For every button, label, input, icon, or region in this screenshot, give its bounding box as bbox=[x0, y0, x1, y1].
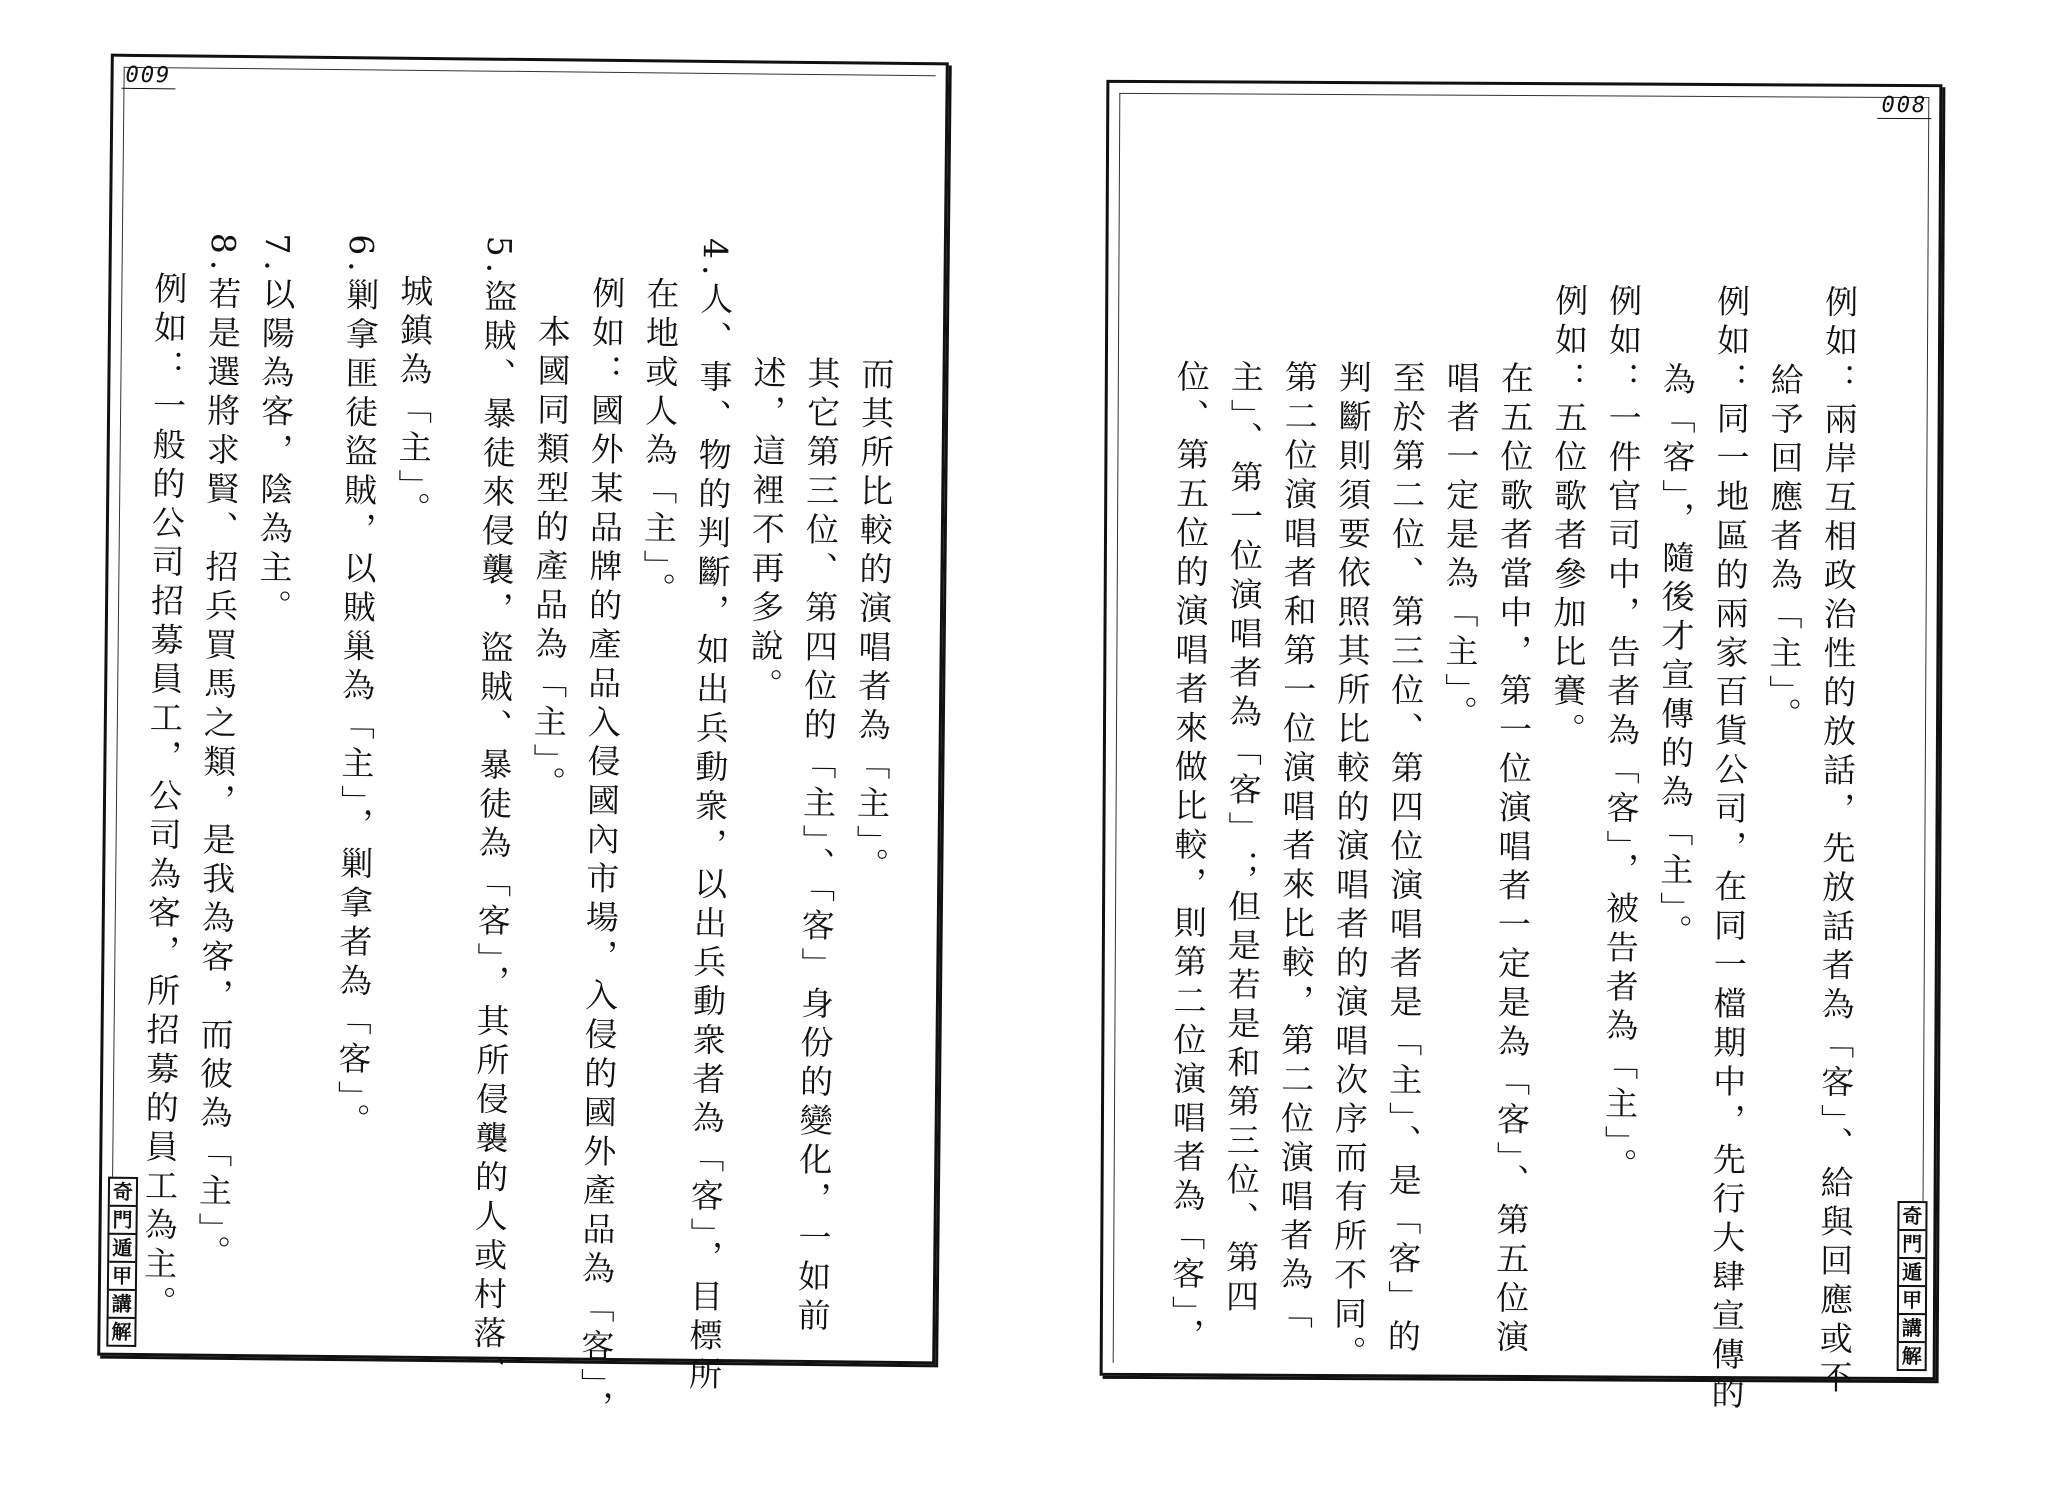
book-title-char: 奇 bbox=[110, 1179, 136, 1207]
text-line: 例如：兩岸互相政治性的放話，先放話者為「客」、給與回應或不 bbox=[1814, 284, 1860, 1400]
text-line: 例如：一般的公司招募員工，公司為客，所招募的員工為主。 bbox=[138, 232, 189, 1325]
text-line: 主」、第一位演唱者為「客」；但是若是和第三位、第四 bbox=[1220, 281, 1266, 1319]
text-line: 5.盜賊、暴徒來侵襲，盜賊、暴徒為「客」，其所侵襲的人或村落、 bbox=[467, 235, 519, 1394]
book-title-label bbox=[1897, 1201, 1928, 1371]
text-line: 而其所比較的演唱者為「主」。 bbox=[851, 239, 897, 887]
text-line: 在地或人為「主」。 bbox=[638, 237, 681, 612]
text-line: 城鎮為「主」。 bbox=[392, 234, 435, 531]
text-line: 7.以陽為客，陰為主。 bbox=[253, 233, 297, 629]
right-page-body bbox=[1159, 281, 1867, 1416]
text-line: 判斷則須要依照其所比較的演唱者的演唱次序而有所不同。 bbox=[1328, 282, 1374, 1375]
book-title-char: 遁 bbox=[109, 1235, 135, 1263]
text-line: 位、第五位的演唱者來做比較，則第二位演唱者為「客」， bbox=[1166, 281, 1212, 1357]
text-line: 第二位演唱者和第一位演唱者來比較，第二位演唱者為「 bbox=[1274, 281, 1320, 1335]
text-line: 給予回應者為「主」。 bbox=[1763, 284, 1806, 736]
book-title-char: 講 bbox=[1899, 1315, 1925, 1343]
text-line: 例如：同一地區的兩家百貨公司，在同一檔期中，先行大肆宣傳的 bbox=[1706, 283, 1752, 1416]
book-title-char: 門 bbox=[1899, 1231, 1925, 1259]
text-line: 8.若是選將求賢、招兵買馬之類，是我為客，而彼為「主」。 bbox=[193, 232, 243, 1274]
right-page-number: 008 bbox=[1877, 93, 1931, 119]
left-page bbox=[97, 54, 949, 1430]
book-title-char: 奇 bbox=[1899, 1203, 1925, 1231]
text-line: 其它第三位、第四位的「主」、「客」身份的變化，一如前 bbox=[792, 238, 843, 1338]
book-title-char: 甲 bbox=[109, 1263, 135, 1291]
text-line: 為「客」，隨後才宣傳的為「主」。 bbox=[1654, 283, 1698, 953]
text-line: 至於第二位、第三位、第四位演唱者是「主」、是「客」的 bbox=[1382, 282, 1428, 1358]
book-title-char: 解 bbox=[111, 1319, 132, 1344]
text-line: 在五位歌者當中，第一位演唱者一定是為「客」、第五位演 bbox=[1490, 282, 1536, 1359]
book-title-label bbox=[106, 1177, 138, 1347]
book-title-char: 門 bbox=[109, 1207, 135, 1235]
text-line: 唱者一定是為「主」。 bbox=[1439, 282, 1482, 735]
book-title-char: 解 bbox=[1901, 1344, 1922, 1369]
book-title-char: 甲 bbox=[1899, 1287, 1925, 1315]
left-page-body bbox=[131, 232, 904, 1430]
left-page-number: 009 bbox=[121, 63, 175, 90]
text-line: 例如：五位歌者參加比賽。 bbox=[1547, 283, 1590, 752]
book-title-char: 遁 bbox=[1899, 1259, 1925, 1287]
text-line: 6.剿拿匪徒盜賊，以賊巢為「主」，剿拿者為「客」。 bbox=[332, 234, 381, 1142]
text-line: 4.人、事、物的判斷，如出兵動衆，以出兵動衆者為「客」，目標所 bbox=[683, 237, 735, 1397]
book-title-char: 講 bbox=[109, 1291, 135, 1319]
text-line: 述，這裡不再多說。 bbox=[745, 238, 789, 707]
right-page bbox=[1100, 80, 1943, 1416]
text-line: 例如：國外某品牌的產品入侵國內市場，入侵的國外產品為「客」， bbox=[575, 236, 627, 1430]
text-line: 本國同類型的產品為「主」。 bbox=[527, 236, 573, 805]
text-line: 例如：一件官司中，告者為「客」，被告者為「主」。 bbox=[1599, 283, 1644, 1187]
